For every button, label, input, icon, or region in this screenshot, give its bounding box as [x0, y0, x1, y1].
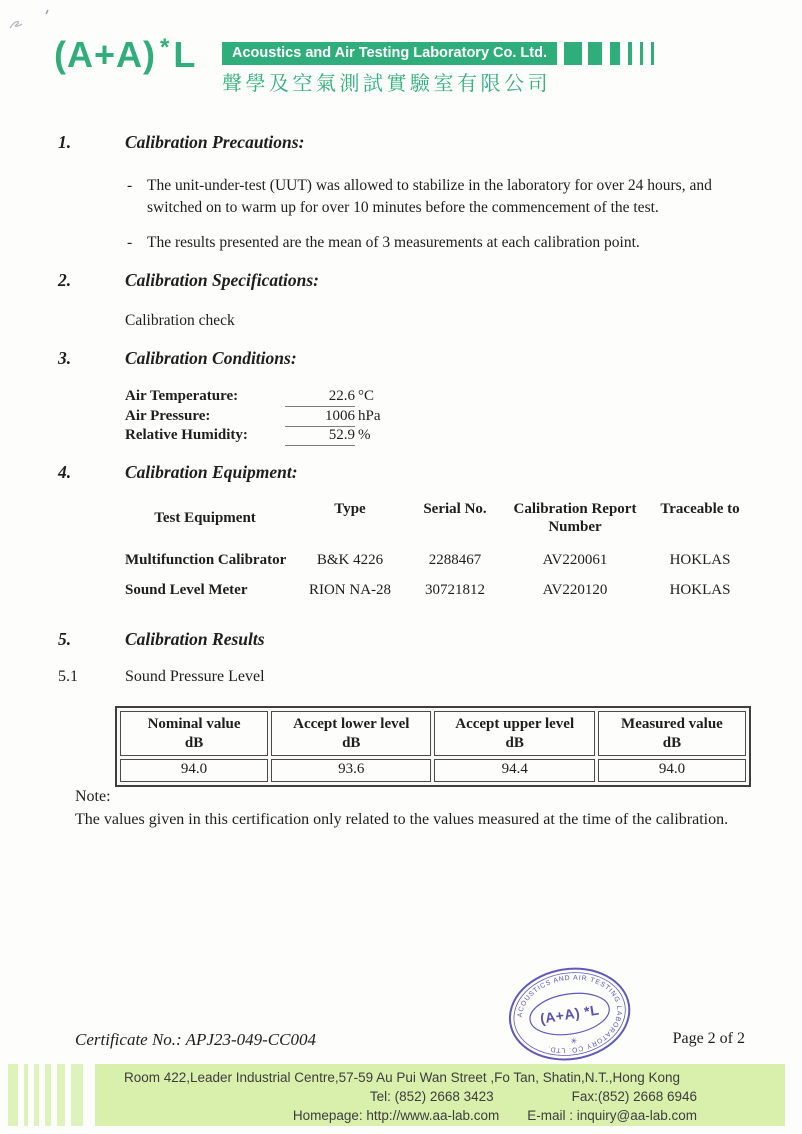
equipment-table [115, 500, 755, 606]
stamp-center-text: (A+A) *L [538, 1001, 601, 1027]
stamp-seal-icon [501, 957, 638, 1071]
footer-address-bar [0, 1064, 802, 1126]
brand-block [222, 42, 654, 96]
equipment-type: B&K 4226 [316, 552, 384, 568]
certificate-number: Certificate No.: APJ23-049-CC004 [75, 1030, 316, 1049]
section-title: Calibration Equipment: [125, 462, 298, 482]
section-number: 3. [58, 348, 72, 368]
equipment-report-number: AV220120 [542, 582, 608, 598]
bullet-dash: - [127, 177, 133, 194]
section-title: Calibration Specifications: [125, 270, 319, 290]
note-block [75, 786, 749, 831]
unit-label: dB [662, 734, 682, 751]
condition-value: 22.6 [285, 388, 355, 407]
company-name-chinese: 聲學及空氣測試實驗室有限公司 [222, 73, 551, 95]
company-stamp [501, 957, 639, 1076]
results-table [115, 706, 751, 787]
results-header-row [120, 711, 746, 756]
condition-label: Air Pressure: [125, 407, 211, 424]
section-calibration-precautions [0, 132, 802, 267]
unit-label: dB [342, 734, 361, 751]
pencil-mark-icon [6, 8, 56, 34]
measured-value: 94.0 [598, 759, 746, 782]
accept-lower-level: 93.6 [271, 759, 431, 782]
homepage: Homepage: http://www.aa-lab.com [292, 1108, 500, 1123]
condition-label: Relative Humidity: [125, 427, 248, 443]
logo-letter-l: L [173, 34, 196, 75]
nominal-value: 94.0 [120, 759, 268, 782]
column-header: Measured value dB [598, 711, 746, 756]
condition-row [125, 388, 802, 408]
column-header: Serial No. [423, 501, 487, 517]
precaution-text: The results presented are the mean of 3 measurements at each calibration point. [147, 234, 640, 251]
bullet-dash: - [127, 234, 133, 251]
equipment-serial: 2288467 [428, 552, 482, 568]
equipment-report-number: AV220061 [542, 552, 608, 568]
address-block [95, 1064, 785, 1126]
company-name-banner: Acoustics and Air Testing Laboratory Co. Ltd. [222, 42, 557, 65]
subsection-title: Sound Pressure Level [125, 668, 265, 685]
column-header: Traceable to [660, 501, 740, 517]
condition-value: 1006 [285, 408, 355, 427]
fax: Fax:(852) 2668 6946 [571, 1089, 697, 1104]
page-number: Page 2 of 2 [672, 1030, 745, 1047]
email: E-mail : inquiry@aa-lab.com [527, 1108, 697, 1123]
header [0, 0, 802, 110]
table-row [115, 546, 755, 576]
footer-stripes-decoration [8, 1064, 83, 1126]
precaution-text: The unit-under-test (UUT) was allowed to stabilize in the laboratory for over 24 hours, and switched on to warm up for over 10 minutes before the commencement of the test. [147, 177, 712, 216]
condition-row [125, 408, 802, 428]
results-value-row [120, 759, 746, 782]
equipment-traceable: HOKLAS [669, 552, 731, 568]
column-header: Calibration Report Number [513, 501, 637, 535]
condition-row [125, 427, 802, 447]
section-number: 4. [58, 462, 72, 482]
section-calibration-equipment [0, 462, 802, 606]
equipment-traceable: HOKLAS [669, 582, 731, 598]
condition-value: 52.9 [285, 427, 355, 446]
specification-text: Calibration check [125, 312, 235, 329]
precaution-item [127, 175, 752, 219]
section-number: 1. [58, 132, 72, 152]
condition-unit: hPa [358, 407, 381, 424]
table-row [115, 576, 755, 606]
condition-unit: °C [358, 388, 375, 404]
equipment-type: RION NA-28 [308, 582, 392, 598]
company-address: Room 422,Leader Industrial Centre,57-59 Au Pui Wan Street ,Fo Tan, Shatin,N.T.,Hong Kong [123, 1070, 681, 1085]
section-calibration-conditions [0, 348, 802, 447]
column-header: Accept upper level dB [434, 711, 594, 756]
section-title: Calibration Conditions: [125, 348, 297, 368]
unit-label: dB [505, 734, 524, 751]
accept-upper-level: 94.4 [434, 759, 594, 782]
section-title: Calibration Precautions: [125, 132, 305, 152]
certificate-footer-line [0, 1030, 802, 1054]
note-text: The values given in this certification only related to the values measured at the time of the calibration. [75, 811, 729, 828]
precaution-item [127, 232, 752, 254]
company-logo [54, 34, 195, 76]
subsection-number: 5.1 [58, 668, 78, 685]
section-calibration-results [0, 629, 802, 787]
equipment-name: Sound Level Meter [125, 582, 248, 598]
stamp-ring-text: ACOUSTICS AND AIR TESTING LABORATORY CO. LTD. [516, 974, 623, 1054]
column-header: Test Equipment [154, 510, 256, 526]
logo-star: * [160, 34, 170, 61]
telephone: Tel: (852) 2668 3423 [369, 1089, 494, 1104]
column-header: Nominal value dB [120, 711, 268, 756]
unit-label: dB [184, 734, 204, 751]
barcode-decoration [557, 42, 654, 65]
condition-label: Air Temperature: [125, 388, 239, 404]
note-label: Note: [75, 788, 111, 805]
column-header: Accept lower level dB [271, 711, 431, 756]
logo-text: (A+A) [54, 34, 156, 75]
stamp-star-icon: ✳ [569, 1036, 578, 1047]
equipment-serial: 30721812 [425, 582, 485, 598]
equipment-header-row [115, 500, 755, 546]
condition-unit: % [358, 427, 371, 443]
section-number: 5. [58, 629, 72, 649]
section-title: Calibration Results [125, 629, 265, 649]
equipment-name: Multifunction Calibrator [125, 552, 287, 568]
column-header: Type [334, 501, 366, 517]
section-number: 2. [58, 270, 72, 290]
section-calibration-specifications [0, 270, 802, 330]
